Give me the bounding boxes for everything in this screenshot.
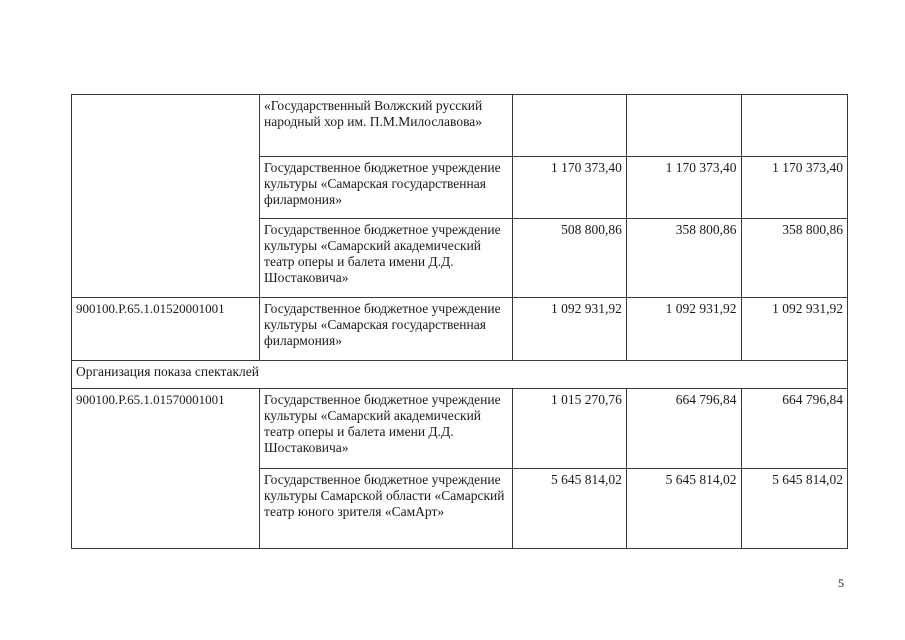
table-row: [72, 389, 848, 469]
value-cell-1: 1 015 270,76: [513, 389, 627, 469]
value-cell-3: 1 092 931,92: [741, 298, 847, 361]
value-cell-1: [513, 95, 627, 157]
service-code-cell: 900100.Р.65.1.01520001001: [72, 298, 260, 361]
section-row: [72, 361, 848, 389]
value-cell-3: 1 170 373,40: [741, 157, 847, 219]
value-cell-2: 358 800,86: [626, 219, 741, 298]
value-cell-1: 508 800,86: [513, 219, 627, 298]
value-cell-2: 5 645 814,02: [626, 469, 741, 549]
institution-name-cell: Государственное бюджетное учреждение культуры «Самарская государственная филармония»: [260, 157, 513, 219]
service-code-cell: 900100.Р.65.1.01570001001: [72, 389, 260, 549]
value-cell-1: 5 645 814,02: [513, 469, 627, 549]
value-cell-3: 664 796,84: [741, 389, 847, 469]
budget-table: [71, 94, 848, 549]
value-cell-2: [626, 95, 741, 157]
institution-name-cell: Государственное бюджетное учреждение культуры «Самарский академический театр оперы и балета имени Д.Д. Шостаковича»: [260, 389, 513, 469]
table-row: [72, 95, 848, 157]
page-number: 5: [838, 576, 844, 590]
value-cell-3: [741, 95, 847, 157]
value-cell-2: 1 170 373,40: [626, 157, 741, 219]
institution-name-cell: «Государственный Волжский русский народный хор им. П.М.Милославова»: [260, 95, 513, 157]
value-cell-3: 358 800,86: [741, 219, 847, 298]
value-cell-1: 1 170 373,40: [513, 157, 627, 219]
institution-name-cell: Государственное бюджетное учреждение культуры Самарской области «Самарский театр юного зрителя «СамАрт»: [260, 469, 513, 549]
value-cell-2: 1 092 931,92: [626, 298, 741, 361]
value-cell-1: 1 092 931,92: [513, 298, 627, 361]
institution-name-cell: Государственное бюджетное учреждение культуры «Самарский академический театр оперы и балета имени Д.Д. Шостаковича»: [260, 219, 513, 298]
section-title: Организация показа спектаклей: [72, 361, 848, 389]
institution-name-cell: Государственное бюджетное учреждение культуры «Самарская государственная филармония»: [260, 298, 513, 361]
value-cell-2: 664 796,84: [626, 389, 741, 469]
table-row: [72, 298, 848, 361]
value-cell-3: 5 645 814,02: [741, 469, 847, 549]
service-code-cell: [72, 95, 260, 298]
